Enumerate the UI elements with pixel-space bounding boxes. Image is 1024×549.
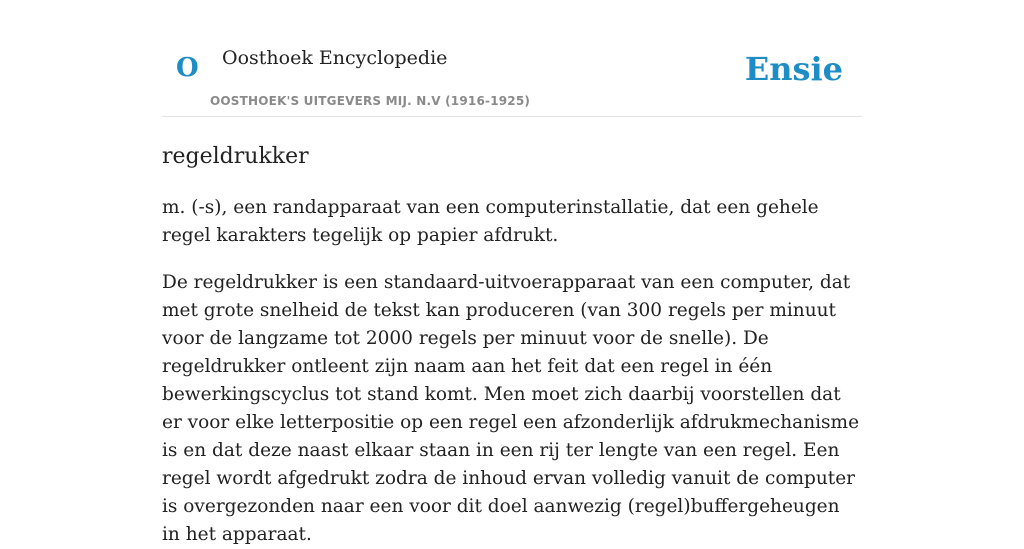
- entry-definition: [162, 194, 862, 549]
- source-logo[interactable]: O: [176, 53, 199, 83]
- source-title[interactable]: Oosthoek Encyclopedie: [222, 47, 448, 69]
- definition-paragraph: De regeldrukker is een standaard-uitvoerapparaat van een computer, dat met grote snelheid de tekst kan produceren (van 300 regels per minuut voor de langzame tot 2000 regels per minuut voor de snelle). De regeldrukker ontleent zijn naam aan het feit dat een regel in één bewerkingscyclus tot stand komt. Men moet zich daarbij voorstellen dat er voor elke letterpositie op een regel een afzonderlijk afdrukmechanisme is en dat deze naast elkaar staan in een rij ter lengte van een regel. Een regel wordt afgedrukt zodra de inhoud ervan volledig vanuit de computer is overgezonden naar een voor dit doel aanwezig (regel)buffergeheugen in het apparaat.: [162, 272, 860, 545]
- ensie-logo[interactable]: Ensie: [744, 50, 843, 88]
- page-container: [162, 0, 862, 549]
- entry-headword: regeldrukker: [162, 144, 309, 169]
- definition-paragraph: m. (-s), een randapparaat van een computerinstallatie, dat een gehele regel karakters tegelijk op papier afdrukt.: [162, 197, 819, 246]
- source-publisher: OOSTHOEK'S UITGEVERS MIJ. N.V (1916-1925): [210, 94, 531, 108]
- header: [162, 0, 862, 117]
